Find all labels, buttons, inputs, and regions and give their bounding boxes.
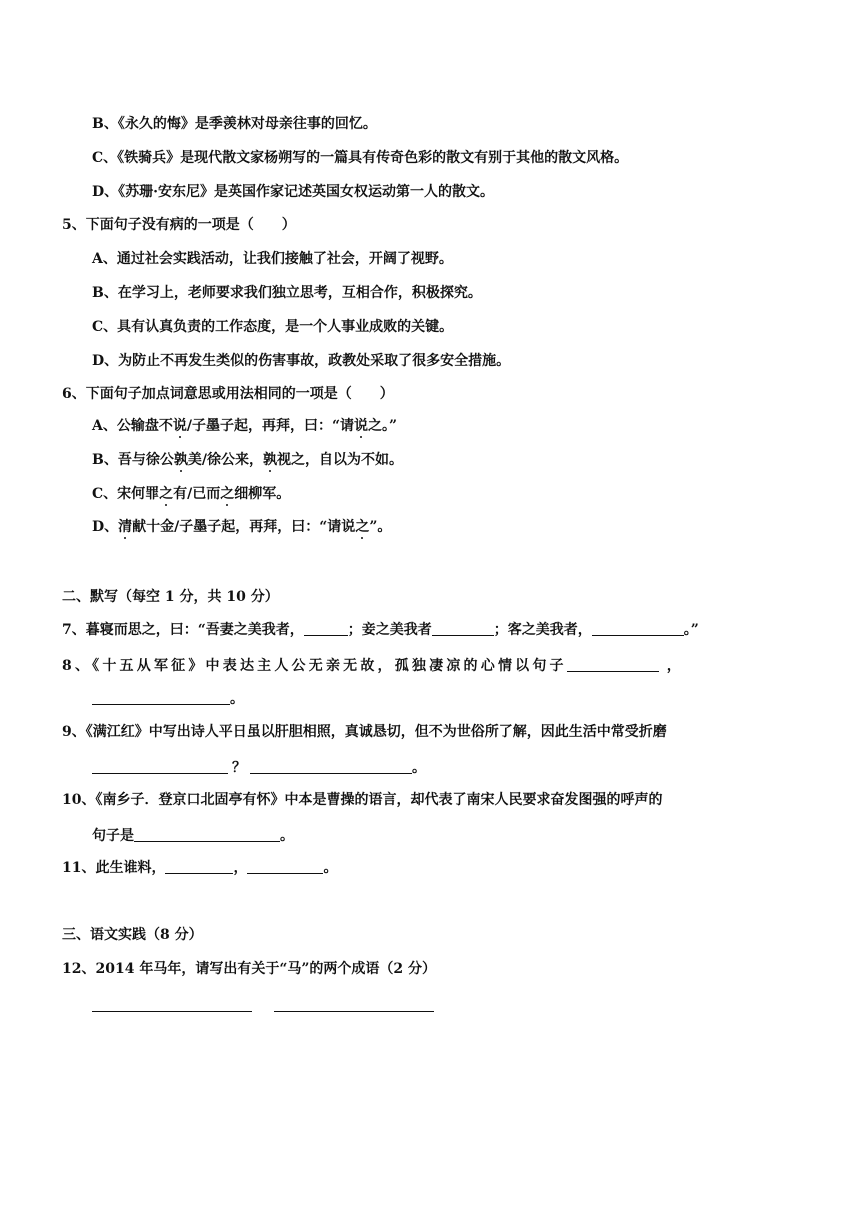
q6-option-d: [92, 517, 391, 537]
q4-option-c: C、《铁骑兵》是现代散文家杨朔写的一篇具有传奇色彩的散文有别于其他的散文风格。: [92, 150, 629, 166]
text: 。: [280, 828, 294, 844]
answer-blank[interactable]: [92, 690, 230, 705]
text: 。: [412, 760, 426, 776]
q6-option-b: [92, 450, 403, 470]
q5-option-b: B、在学习上，老师要求我们独立思考，互相合作，积极探究。: [92, 285, 482, 301]
text: 。: [323, 860, 338, 876]
answer-blank[interactable]: [92, 759, 228, 774]
q9-line-1: 9、《满江红》中写出诗人平日虽以肝胆相照，真诚恳切，但不为世俗所了解，因此生活中常受折磨: [62, 724, 667, 740]
text: ；客之美我者，: [493, 622, 592, 638]
text: 献十金/子墨子起，再拜，曰：“请说: [132, 519, 356, 535]
text: 视之，自以为不如。: [276, 452, 403, 468]
q7: [62, 620, 699, 640]
text: 美/徐公来，: [187, 452, 263, 468]
dotted-char: 之: [355, 519, 370, 535]
answer-blank[interactable]: [567, 657, 659, 672]
text: D、: [92, 519, 119, 535]
text: /子墨子起，再拜，曰：“请: [186, 418, 355, 434]
q5-option-a: A、通过社会实践活动，让我们接触了社会，开阔了视野。: [92, 251, 453, 267]
answer-blank[interactable]: [274, 997, 434, 1012]
q5-stem: 5、下面句子没有病的一项是（ ）: [62, 217, 296, 233]
answer-blank[interactable]: [247, 859, 323, 874]
answer-blank[interactable]: [165, 859, 233, 874]
q9-line-2: [92, 758, 426, 778]
q12-answer-line: [92, 996, 434, 1016]
text: 有/已而: [173, 486, 221, 502]
q11: [62, 858, 337, 878]
text: 8、《十五从军征》中表达主人公无亲无故，孤独凄凉的心情以句子: [62, 658, 567, 674]
q10-line-1: 10、《南乡子．登京口北固亭有怀》中本是曹操的语言，却代表了南宋人民要求奋发图强的呼声的: [62, 792, 663, 808]
answer-blank[interactable]: [432, 621, 494, 636]
q6-option-a: [92, 416, 397, 436]
q12: 12、2014 年马年，请写出有关于“马”的两个成语（2 分）: [62, 961, 437, 977]
section-3-title: 三、语文实践（8 分）: [62, 927, 203, 943]
answer-blank[interactable]: [92, 997, 252, 1012]
text: ；妾之美我者: [347, 622, 432, 638]
text: 句子是: [92, 828, 134, 844]
text: ，: [233, 860, 248, 876]
text: 7、暮寝而思之，曰：“吾妻之美我者，: [62, 622, 304, 638]
text: C、宋何罪: [92, 486, 160, 502]
answer-blank[interactable]: [592, 621, 684, 636]
dotted-char: 清: [118, 519, 133, 535]
q4-option-d: D、《苏珊·安东尼》是英国作家记述英国女权运动第一人的散文。: [92, 184, 495, 200]
q10-line-2: [92, 826, 294, 846]
text: B、吾与徐公: [92, 452, 174, 468]
q5-option-c: C、具有认真负责的工作态度，是一个人事业成败的关键。: [92, 319, 454, 335]
text: ，: [666, 658, 681, 674]
text: ？: [232, 760, 246, 776]
dotted-char: 孰: [173, 452, 188, 468]
q6-option-c: [92, 484, 290, 504]
text: ”。: [369, 519, 392, 535]
text: 11、此生谁料，: [62, 860, 166, 876]
answer-blank[interactable]: [134, 827, 280, 842]
q8-line-1: [62, 656, 681, 676]
text: A、公输盘不: [92, 418, 173, 434]
text: 。”: [683, 622, 699, 638]
dotted-char: 孰: [262, 452, 277, 468]
q6-stem: 6、下面句子加点词意思或用法相同的一项是（ ）: [62, 386, 394, 402]
section-2-title: 二、默写（每空 1 分，共 10 分）: [62, 589, 279, 605]
dotted-char: 之: [220, 486, 235, 502]
dotted-char: 说: [354, 418, 369, 434]
text: 细柳军。: [234, 486, 291, 502]
dotted-char: 之: [159, 486, 174, 502]
answer-blank[interactable]: [304, 621, 348, 636]
dotted-char: 说: [172, 418, 187, 434]
answer-blank[interactable]: [250, 759, 412, 774]
q4-option-b: B、《永久的悔》是季羡林对母亲往事的回忆。: [92, 116, 377, 132]
text: 之。”: [368, 418, 398, 434]
q5-option-d: D、为防止不再发生类似的伤害事故，政教处采取了很多安全措施。: [92, 353, 511, 369]
q8-line-2: [92, 689, 244, 709]
text: 。: [230, 691, 244, 707]
